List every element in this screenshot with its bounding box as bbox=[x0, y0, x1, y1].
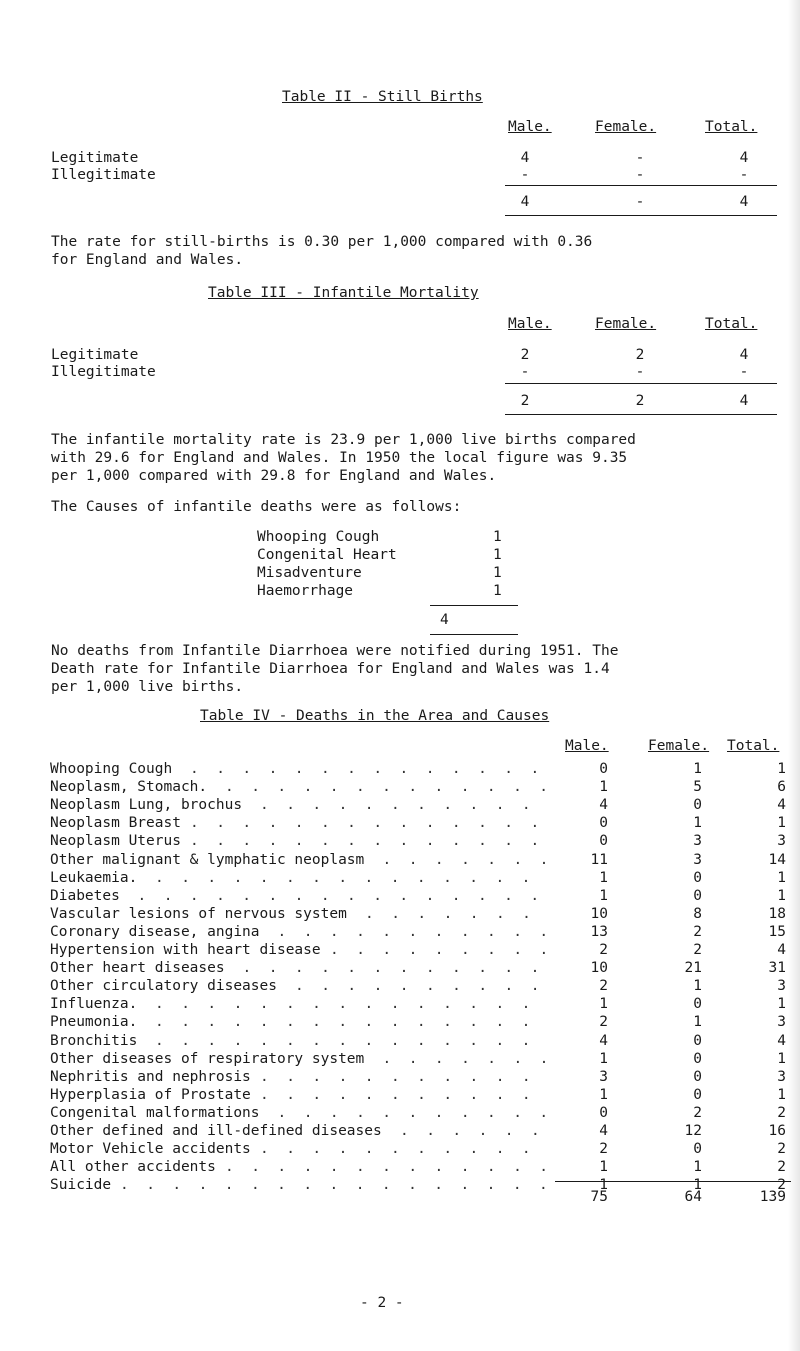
table3-total-rule bbox=[505, 383, 777, 384]
female-count: 0 bbox=[693, 887, 702, 904]
table2-total-total: 4 bbox=[739, 194, 749, 210]
leader-dots: . . . . . . . . . . . . . bbox=[225, 1159, 549, 1176]
infant-cause-label: Congenital Heart bbox=[257, 547, 397, 563]
table3-header-total: Total. bbox=[705, 316, 758, 332]
leader-dots: . . . . . . . . . . . . . . bbox=[190, 761, 540, 777]
cause-label: Neoplasm Breast bbox=[50, 815, 181, 832]
table2-row-legitimate-male: 4 bbox=[520, 150, 530, 166]
female-count: 1 bbox=[693, 815, 702, 832]
male-count: 0 bbox=[599, 1104, 608, 1121]
male-count: 4 bbox=[599, 1123, 608, 1139]
cause-label: Other heart diseases bbox=[50, 960, 225, 977]
leader-dots: . . . . . . . . . . . bbox=[277, 1104, 549, 1121]
table2-total-rule bbox=[505, 185, 777, 186]
table2-header-male: Male. bbox=[508, 119, 552, 135]
cause-label: Suicide bbox=[50, 1177, 112, 1194]
cause-label: Neoplasm, Stomach. bbox=[50, 779, 208, 796]
total-count: 2 bbox=[777, 1177, 786, 1194]
table3-row-illegitimate-male: - bbox=[520, 364, 530, 380]
leader-dots: . . . . . . bbox=[400, 1123, 540, 1139]
cause-label: Vascular lesions of nervous system bbox=[50, 905, 347, 922]
table3-row-legitimate-female: 2 bbox=[635, 347, 645, 363]
female-count: 0 bbox=[693, 1086, 702, 1103]
table-row bbox=[0, 832, 800, 850]
total-count: 4 bbox=[777, 797, 786, 814]
female-count: 3 bbox=[693, 833, 702, 850]
infantile-paragraph-line-1: The infantile mortality rate is 23.9 per 1,000 live births compared bbox=[51, 432, 636, 448]
total-count: 1 bbox=[777, 869, 786, 886]
cause-label: Diabetes bbox=[50, 887, 120, 904]
scan-edge-shadow bbox=[788, 0, 800, 1351]
cause-label: Congenital malformations bbox=[50, 1104, 260, 1121]
female-count: 8 bbox=[693, 905, 702, 922]
total-count: 1 bbox=[777, 1050, 786, 1067]
total-count: 3 bbox=[777, 833, 786, 850]
table-row bbox=[0, 814, 800, 832]
table-row bbox=[0, 959, 800, 977]
infant-cause-value: 1 bbox=[493, 565, 502, 581]
stillbirth-paragraph-line-2: for England and Wales. bbox=[51, 252, 244, 268]
male-count: 2 bbox=[599, 978, 608, 995]
cause-label: Neoplasm Lung, brochus bbox=[50, 797, 243, 814]
cause-label: Other circulatory diseases bbox=[50, 978, 277, 995]
table-row bbox=[0, 1122, 800, 1140]
table4-header-female: Female. bbox=[648, 738, 710, 754]
infant-cause-value: 1 bbox=[493, 529, 502, 545]
table3-header-female: Female. bbox=[595, 316, 657, 332]
table-row bbox=[0, 869, 800, 887]
total-count: 16 bbox=[768, 1123, 786, 1139]
table4-total-total: 139 bbox=[759, 1189, 786, 1205]
table3-row-illegitimate-female: - bbox=[635, 364, 645, 380]
causes-intro: The Causes of infantile deaths were as follows: bbox=[51, 499, 462, 515]
female-count: 12 bbox=[684, 1123, 702, 1139]
male-count: 3 bbox=[599, 1068, 608, 1085]
table-row bbox=[0, 977, 800, 995]
table3-row-illegitimate-label: Illegitimate bbox=[51, 364, 156, 380]
leader-dots: . . . . . . . . . . . bbox=[260, 1086, 531, 1103]
total-count: 18 bbox=[768, 905, 786, 922]
female-count: 1 bbox=[693, 1014, 702, 1031]
total-count: 14 bbox=[768, 851, 786, 868]
male-count: 4 bbox=[599, 1032, 608, 1049]
male-count: 2 bbox=[599, 1141, 608, 1158]
table3-header-male: Male. bbox=[508, 316, 552, 332]
leader-dots: . . . . . . . . . . . bbox=[260, 1068, 531, 1085]
table2-row-legitimate-label: Legitimate bbox=[51, 150, 139, 166]
leader-dots: . . . . . . . . . . . bbox=[260, 1141, 531, 1158]
table-row bbox=[0, 796, 800, 814]
total-count: 4 bbox=[777, 1032, 786, 1049]
total-count: 2 bbox=[777, 1159, 786, 1176]
total-count: 3 bbox=[777, 1014, 786, 1031]
total-count: 4 bbox=[777, 942, 786, 958]
stillbirth-paragraph-line-1: The rate for still-births is 0.30 per 1,000 compared with 0.36 bbox=[51, 234, 593, 250]
table3-row-legitimate-total: 4 bbox=[739, 347, 749, 363]
male-count: 0 bbox=[599, 833, 608, 850]
infant-cause-value: 1 bbox=[493, 583, 502, 599]
cause-label: Whooping Cough bbox=[50, 761, 173, 777]
male-count: 1 bbox=[599, 1050, 608, 1067]
leader-dots: . . . . . . . . . . . . . . bbox=[190, 833, 540, 850]
total-count: 1 bbox=[777, 815, 786, 832]
infant-cause-label: Haemorrhage bbox=[257, 583, 354, 599]
total-count: 1 bbox=[777, 761, 786, 777]
cause-label: Coronary disease, angina bbox=[50, 923, 260, 940]
female-count: 0 bbox=[693, 996, 702, 1013]
female-count: 2 bbox=[693, 942, 702, 958]
total-count: 31 bbox=[768, 960, 786, 977]
diarrhoea-paragraph-line-2: Death rate for Infantile Diarrhoea for England and Wales was 1.4 bbox=[51, 661, 610, 677]
cause-label: Leukaemia. bbox=[50, 869, 138, 886]
table-row bbox=[0, 1086, 800, 1104]
total-count: 1 bbox=[777, 996, 786, 1013]
male-count: 4 bbox=[599, 797, 608, 814]
table2-total-male: 4 bbox=[520, 194, 530, 210]
table2-row-legitimate-total: 4 bbox=[739, 150, 749, 166]
table-row bbox=[0, 1050, 800, 1068]
cause-label: Bronchitis bbox=[50, 1032, 138, 1049]
table-row bbox=[0, 1032, 800, 1050]
table3-row-legitimate-male: 2 bbox=[520, 347, 530, 363]
female-count: 0 bbox=[693, 1032, 702, 1049]
total-count: 2 bbox=[777, 1104, 786, 1121]
female-count: 21 bbox=[684, 960, 702, 977]
table-row bbox=[0, 1013, 800, 1031]
male-count: 0 bbox=[599, 815, 608, 832]
total-count: 3 bbox=[777, 978, 786, 995]
male-count: 1 bbox=[599, 869, 608, 886]
female-count: 1 bbox=[693, 978, 702, 995]
cause-label: Other defined and ill-defined diseases bbox=[50, 1123, 382, 1139]
cause-label: Nephritis and nephrosis bbox=[50, 1068, 251, 1085]
infant-causes-rule bbox=[430, 605, 518, 606]
male-count: 13 bbox=[590, 923, 608, 940]
table3-bottom-rule bbox=[505, 414, 777, 415]
male-count: 2 bbox=[599, 1014, 608, 1031]
leader-dots: . . . . . . . . . . . bbox=[260, 797, 531, 814]
female-count: 2 bbox=[693, 923, 702, 940]
table2-bottom-rule bbox=[505, 215, 777, 216]
table4-title: Table IV - Deaths in the Area and Causes bbox=[200, 708, 550, 724]
cause-label: Hyperplasia of Prostate bbox=[50, 1086, 251, 1103]
table2-row-illegitimate-label: Illegitimate bbox=[51, 167, 156, 183]
table-row bbox=[0, 995, 800, 1013]
table-row bbox=[0, 905, 800, 923]
total-count: 3 bbox=[777, 1068, 786, 1085]
leader-dots: . . . . . . . . . . . . . . . . bbox=[137, 887, 540, 904]
table2-row-legitimate-female: - bbox=[635, 150, 645, 166]
leader-dots: . . . . . . . bbox=[382, 851, 549, 868]
leader-dots: . . . . . . . bbox=[382, 1050, 549, 1067]
total-count: 6 bbox=[777, 779, 786, 796]
male-count: 1 bbox=[599, 779, 608, 796]
female-count: 1 bbox=[693, 761, 702, 777]
leader-dots: . . . . . . . . . . . . . . . bbox=[155, 996, 531, 1013]
infant-cause-label: Whooping Cough bbox=[257, 529, 380, 545]
table4-header-total: Total. bbox=[727, 738, 780, 754]
total-count: 1 bbox=[777, 1086, 786, 1103]
table2-title: Table II - Still Births bbox=[282, 89, 483, 105]
table-row bbox=[0, 851, 800, 869]
male-count: 10 bbox=[590, 960, 608, 977]
table-row bbox=[0, 941, 800, 959]
female-count: 5 bbox=[693, 779, 702, 796]
total-count: 2 bbox=[777, 1141, 786, 1158]
table4-total-rule bbox=[555, 1181, 791, 1182]
female-count: 2 bbox=[693, 1104, 702, 1121]
table2-total-female: - bbox=[635, 194, 645, 210]
female-count: 0 bbox=[693, 869, 702, 886]
table2-header-total: Total. bbox=[705, 119, 758, 135]
cause-label: Neoplasm Uterus bbox=[50, 833, 181, 850]
table-row bbox=[0, 1104, 800, 1122]
diarrhoea-paragraph-line-3: per 1,000 live births. bbox=[51, 679, 244, 695]
table2-row-illegitimate-total: - bbox=[739, 167, 749, 183]
infant-cause-value: 1 bbox=[493, 547, 502, 563]
table-row bbox=[0, 887, 800, 905]
infantile-paragraph-line-2: with 29.6 for England and Wales. In 1950 the local figure was 9.35 bbox=[51, 450, 628, 466]
cause-label: Motor Vehicle accidents bbox=[50, 1141, 251, 1158]
leader-dots: . . . . . . . . . . . . . . . bbox=[155, 1032, 531, 1049]
table2-row-illegitimate-male: - bbox=[520, 167, 530, 183]
table3-total-male: 2 bbox=[520, 393, 530, 409]
table-row bbox=[0, 923, 800, 941]
leader-dots: . . . . . . . . . bbox=[330, 942, 549, 958]
cause-label: All other accidents bbox=[50, 1159, 216, 1176]
infant-cause-label: Misadventure bbox=[257, 565, 362, 581]
male-count: 1 bbox=[599, 1086, 608, 1103]
table3-total-female: 2 bbox=[635, 393, 645, 409]
table-row bbox=[0, 778, 800, 796]
leader-dots: . . . . . . . . . . . . . . . . . bbox=[120, 1177, 548, 1194]
leader-dots: . . . . . . . . . . . . bbox=[242, 960, 540, 977]
table4-total-male: 75 bbox=[590, 1189, 608, 1205]
male-count: 10 bbox=[590, 905, 608, 922]
male-count: 0 bbox=[599, 761, 608, 777]
male-count: 11 bbox=[590, 851, 608, 868]
male-count: 1 bbox=[599, 887, 608, 904]
total-count: 15 bbox=[768, 923, 786, 940]
table-row bbox=[0, 1140, 800, 1158]
leader-dots: . . . . . . . . . . . . . . bbox=[190, 815, 540, 832]
cause-label: Hypertension with heart disease bbox=[50, 942, 321, 958]
cause-label: Pneumonia. bbox=[50, 1014, 138, 1031]
male-count: 1 bbox=[599, 1159, 608, 1176]
leader-dots: . . . . . . . . . . . . . . . bbox=[155, 1014, 531, 1031]
female-count: 0 bbox=[693, 1141, 702, 1158]
female-count: 1 bbox=[693, 1177, 702, 1194]
infant-causes-bottom-rule bbox=[430, 634, 518, 635]
leader-dots: . . . . . . . . . . . . . . . bbox=[155, 869, 531, 886]
page-number: - 2 - bbox=[360, 1295, 404, 1311]
table-row bbox=[0, 1158, 800, 1176]
infant-causes-total: 4 bbox=[440, 612, 449, 628]
infantile-paragraph-line-3: per 1,000 compared with 29.8 for England and Wales. bbox=[51, 468, 497, 484]
table4-header-male: Male. bbox=[565, 738, 609, 754]
cause-label: Influenza. bbox=[50, 996, 138, 1013]
female-count: 1 bbox=[693, 1159, 702, 1176]
total-count: 1 bbox=[777, 887, 786, 904]
table-row bbox=[0, 760, 800, 778]
table3-row-legitimate-label: Legitimate bbox=[51, 347, 139, 363]
leader-dots: . . . . . . . bbox=[365, 905, 531, 922]
table2-header-female: Female. bbox=[595, 119, 657, 135]
table3-row-illegitimate-total: - bbox=[739, 364, 749, 380]
leader-dots: . . . . . . . . . . bbox=[295, 978, 540, 995]
male-count: 1 bbox=[599, 996, 608, 1013]
leader-dots: . . . . . . . . . . . bbox=[277, 923, 549, 940]
female-count: 0 bbox=[693, 797, 702, 814]
male-count: 2 bbox=[599, 942, 608, 958]
table2-row-illegitimate-female: - bbox=[635, 167, 645, 183]
female-count: 0 bbox=[693, 1050, 702, 1067]
female-count: 0 bbox=[693, 1068, 702, 1085]
leader-dots: . . . . . . . . . . . . . bbox=[225, 779, 549, 796]
cause-label: Other malignant & lymphatic neoplasm bbox=[50, 851, 365, 868]
female-count: 3 bbox=[693, 851, 702, 868]
cause-label: Other diseases of respiratory system bbox=[50, 1050, 365, 1067]
diarrhoea-paragraph-line-1: No deaths from Infantile Diarrhoea were notified during 1951. The bbox=[51, 643, 619, 659]
table4-total-female: 64 bbox=[684, 1189, 702, 1205]
table3-total-total: 4 bbox=[739, 393, 749, 409]
table-row bbox=[0, 1068, 800, 1086]
male-count: 1 bbox=[599, 1177, 608, 1194]
table3-title: Table III - Infantile Mortality bbox=[208, 285, 479, 301]
